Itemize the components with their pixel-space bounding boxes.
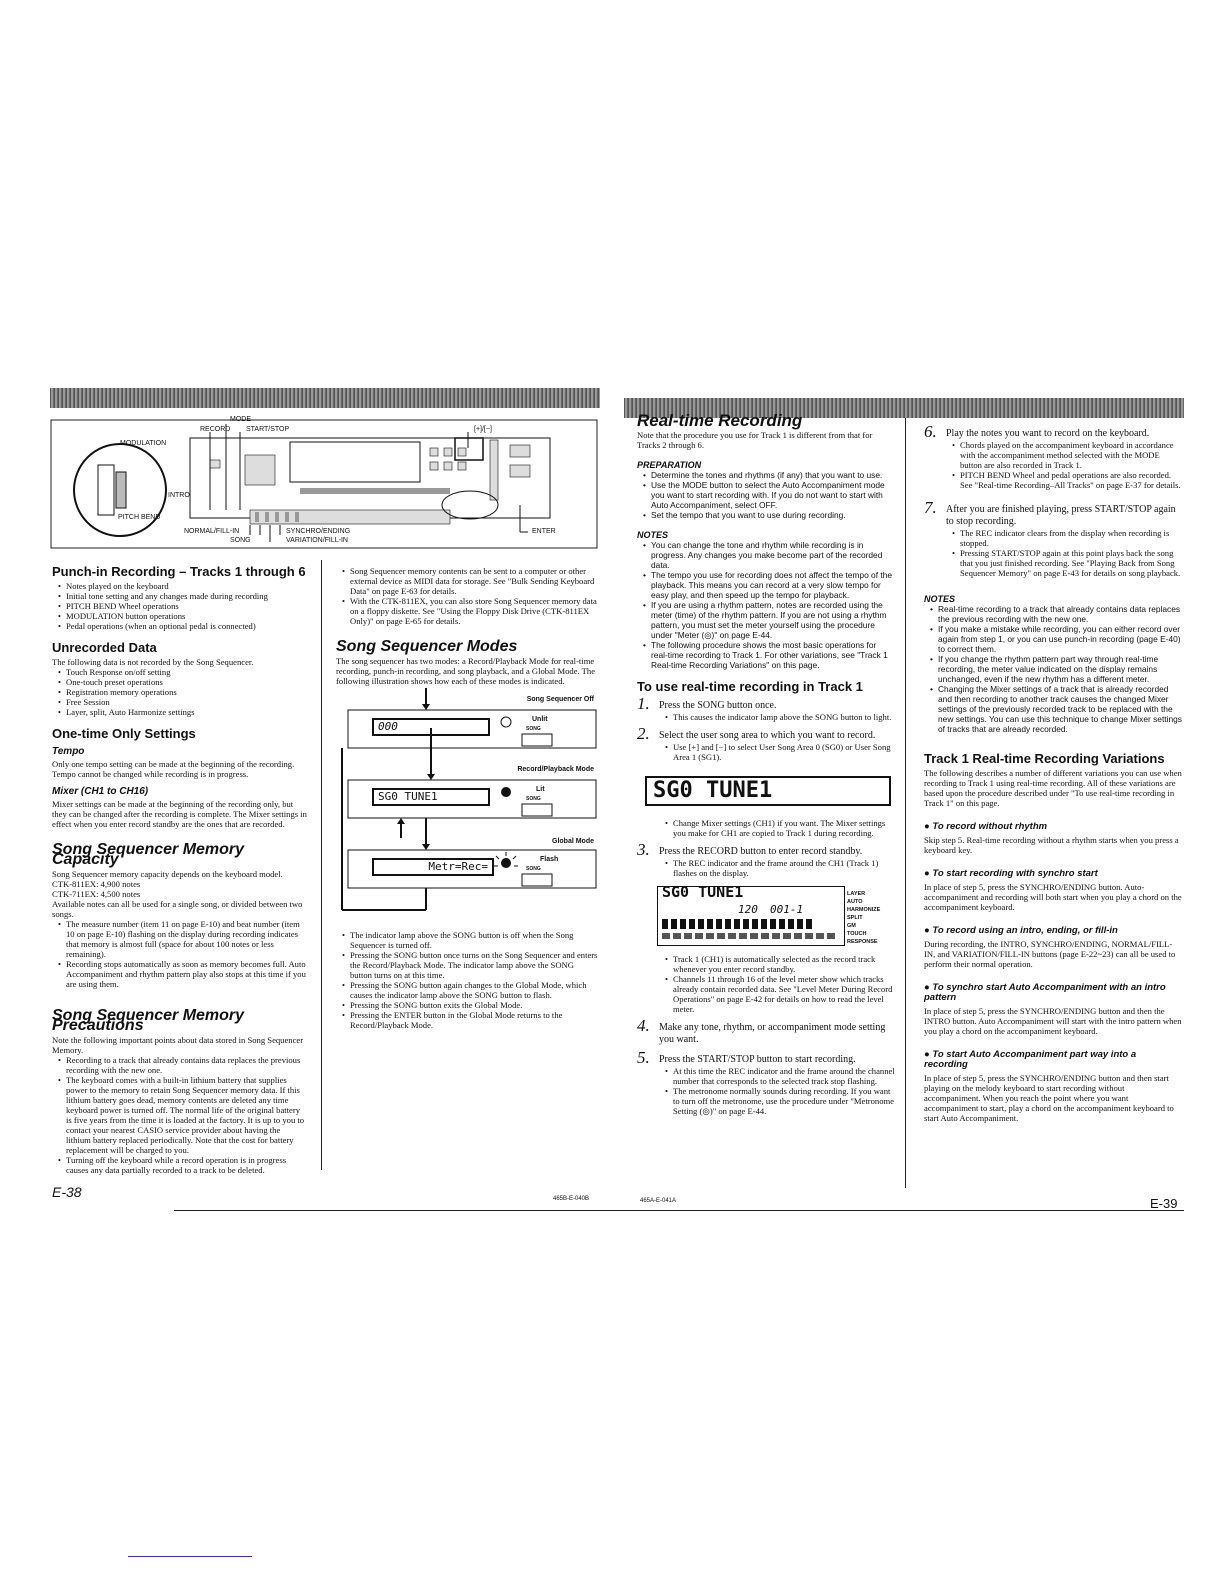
list-item: • The indicator lamp above the SONG button is off when the Song Sequencer is turned off. [344, 930, 598, 950]
step-number: 3. [637, 840, 650, 859]
global-display [372, 858, 494, 876]
rp-display-text: SG0 TUNE1 [378, 790, 438, 803]
list-item: • The metronome normally sounds during recording. If you want to turn off the metronome, use the procedure under "Metronome Setting (◎)" on page E-44. [667, 1086, 895, 1116]
step-4 [637, 1016, 895, 1046]
step-2 [637, 724, 895, 762]
list-item: • This causes the indicator lamp above the SONG button to light. [667, 712, 895, 722]
list-item: • One-touch preset operations [60, 677, 307, 687]
prep-list [637, 470, 895, 520]
list-item: • Set the tempo that you want to use during recording. [645, 510, 895, 520]
list-item: • Channels 11 through 16 of the level meter show which tracks already contain recorded data. See "Level Meter During Record Operations" on page E-42 for details on how to read the level meter. [667, 974, 895, 1014]
label-song: SONG [230, 537, 251, 544]
step3-list [637, 954, 895, 1014]
list-item: • The tempo you use for recording does not affect the tempo of the playback. This means you can record at a very slow tempo for easy play, and then speed up the tempo for playback. [645, 570, 895, 600]
list-item: • Pressing the SONG button exits the Global Mode. [344, 1000, 598, 1010]
step-number: 4. [637, 1016, 650, 1035]
variation-text: During recording, the INTRO, SYNCHRO/ENDING, NORMAL/FILL-IN, and VARIATION/FILL-IN buttons (page E-22~23) can all be used to perform their normal operation. [924, 939, 1176, 969]
keyboard-diagram [50, 410, 598, 550]
onetime-title: One-time Only Settings [52, 726, 196, 741]
list-item: • The measure number (item 11 on page E-10) and beat number (item 10 on page E-10) flashing on the display during recording indicates that memory is almost full (space for about 100 notes or less remaining). [60, 919, 307, 959]
mixer-title: Mixer (CH1 to CH16) [52, 786, 149, 797]
column-divider [321, 560, 322, 1170]
lcd-big-display [645, 776, 891, 806]
list-item: • Turning off the keyboard while a record operation is in progress causes any data partially recorded to a track to be deleted. [60, 1155, 307, 1175]
list-item: • Touch Response on/off setting [60, 667, 307, 677]
variation-title-text: To start recording with synchro start [932, 868, 1098, 879]
tempo-text: Only one tempo setting can be made at the beginning of the recording. Tempo cannot be changed while recording is in progress. [52, 759, 295, 779]
variation-title: ● To start recording with synchro start [924, 868, 1098, 879]
column-divider [905, 418, 906, 1188]
precautions-intro: Note the following important points about data stored in Song Sequencer Memory. [52, 1035, 304, 1055]
track1-title: To use real-time recording in Track 1 [637, 679, 863, 694]
step-6 [924, 422, 1182, 490]
bottom-rule [174, 1210, 1184, 1211]
modes-notes [336, 930, 598, 1030]
variation-text: In place of step 5, press the SYNCHRO/ENDING button and then the INTRO button. Auto Accompaniment will start with the intro pattern when you play a chord on the accompaniment keyboard. [924, 1006, 1182, 1036]
list-item: • At this time the REC indicator and the frame around the channel number that corresponds to the selected track stop flashing. [667, 1066, 895, 1086]
modes-list [336, 930, 598, 1030]
list-item: • PITCH BEND Wheel operations [60, 601, 307, 611]
list-item: • Pressing the SONG button again changes to the Global Mode, which causes the indicator lamp above the SONG button to flash. [344, 980, 598, 1000]
capacity-line: Available notes can all be used for a single song, or divided between two songs. [52, 899, 303, 919]
list-item: • Use the MODE button to select the Auto Accompaniment mode you want to start recording with. If you do not want to start with Auto Accompaniment, select OFF. [645, 480, 895, 510]
variation-title-text: To record without rhythm [932, 821, 1048, 832]
step-list [946, 528, 1182, 578]
list-item: • Pedal operations (when an optional pedal is connected) [60, 621, 307, 631]
modes-diagram [336, 688, 598, 913]
punchin-list [52, 581, 307, 631]
prep-title: PREPARATION [637, 460, 702, 470]
step-text: Press the START/STOP button to start recording. [659, 1054, 856, 1065]
list-item: • The REC indicator and the frame around the CH1 (Track 1) flashes on the display. [667, 858, 895, 878]
list-item: • The REC indicator clears from the display when recording is stopped. [954, 528, 1182, 548]
step-list [659, 858, 895, 878]
variation-text: Skip step 5. Real-time recording without a rhythm starts when you press a keyboard key. [924, 835, 1179, 855]
list-item: • Registration memory operations [60, 687, 307, 697]
step-text: After you are finished playing, press START/STOP again to stop recording. [946, 504, 1176, 527]
right-column-1 [637, 412, 895, 1116]
label-record: RECORD [200, 426, 231, 433]
variation-title: ● To record using an intro, ending, or fill-in [924, 925, 1118, 936]
step-list [946, 440, 1182, 490]
lcd-big-text: SG0 TUNE1 [653, 778, 773, 803]
variation-title: ● To record without rhythm [924, 821, 1048, 832]
step-number: 6. [924, 422, 937, 441]
list-item: • Initial tone setting and any changes made during recording [60, 591, 307, 601]
notes-title: NOTES [924, 594, 956, 604]
unrecorded-intro: The following data is not recorded by the Song Sequencer. [52, 657, 254, 667]
capacity-title: Song Sequencer Memory Capacity [52, 841, 245, 868]
step-text: Select the user song area to which you want to record. [659, 730, 876, 741]
capacity-line: Song Sequencer memory capacity depends on the keyboard model. [52, 869, 283, 879]
step-1 [637, 694, 895, 722]
rp-label: Record/Playback Mode [517, 766, 594, 773]
list-item: • The keyboard comes with a built-in lithium battery that supplies power to the memory to retain Song Sequencer memory data. If this lithium battery goes dead, memory contents are deleted any time keyboard power is turned off. The normal life of the original battery is five years from the time it is loaded at the factory. It is up to you to contact your nearest CASIO service provider about having the lithium battery replaced periodically. Note that the cost for battery replacement will be charged to you. [60, 1075, 307, 1155]
label-mode: MODE [230, 416, 251, 423]
list-item: • Song Sequencer memory contents can be sent to a computer or other external device as MIDI data for storage. See "Bulk Sending Keyboard Data" on page E-63 for details. [344, 566, 598, 596]
step-text: Press the SONG button once. [659, 700, 777, 711]
realtime-title: Real-time Recording [637, 411, 803, 430]
step-text: Play the notes you want to record on the keyboard. [946, 428, 1150, 439]
lcd2-label: SPLIT [847, 915, 863, 921]
unrecorded-list [52, 667, 307, 717]
step-number: 7. [924, 498, 937, 517]
label-intro: INTRO [168, 492, 190, 499]
off-display [372, 718, 490, 736]
unrecorded-title: Unrecorded Data [52, 640, 157, 655]
link-rule [128, 1556, 252, 1557]
list-item: • Pressing the ENTER button in the Global Mode returns to the Record/Playback Mode. [344, 1010, 598, 1030]
list-item: • If you make a mistake while recording, you can either record over again from step 1, or you can use punch-in recording (page E-40) to correct them. [932, 624, 1182, 654]
list-item: • Notes played on the keyboard [60, 581, 307, 591]
channel-row [662, 933, 838, 939]
footer-code-left: 465B-E-040B [553, 1196, 590, 1202]
label-normal-fill-in: NORMAL/FILL-IN [184, 528, 240, 535]
list-item: • Chords played on the accompaniment keyboard in accordance with the accompaniment method selected with the MODE button are also recorded in Track 1. [954, 440, 1182, 470]
step-text: Press the RECORD button to enter record standby. [659, 846, 863, 857]
variation-text: In place of step 5, press the SYNCHRO/ENDING button and then start playing on the melody keyboard to start recording without accompaniment. When you reach the point where you want accompaniment to start, play a chord on the accompaniment keyboard to start Auto Accompaniment. [924, 1073, 1174, 1123]
step2-extra [637, 818, 895, 838]
song-label: SONG [526, 866, 541, 872]
right-column-2 [924, 420, 1182, 1123]
label-pitch-bend: PITCH BEND [118, 514, 161, 521]
modes-text: The song sequencer has two modes: a Record/Playback Mode for real-time recording, punch-in recording, and song playback, and a Global Mode. The following illustration shows how each of these modes is indicated. [336, 656, 596, 686]
label-synchro-ending: SYNCHRO/ENDING [286, 528, 351, 535]
list-item: • Recording stops automatically as soon as memory becomes full. Auto Accompaniment and rhythm pattern play also stops at this time if you are using them. [60, 959, 307, 989]
variations-title: Track 1 Real-time Recording Variations [924, 751, 1165, 766]
list-item: • Changing the Mixer settings of a track that is already recorded and then recording to another track causes the changed Mixer settings of the previously recorded track to be replaced with the new settings. You can use this technique to change Mixer settings of tracks that are already recorded. [932, 684, 1182, 734]
lit-label: Lit [536, 786, 545, 793]
song-label: SONG [526, 796, 541, 802]
variation-title: ● To synchro start Auto Accompaniment with an intro pattern [924, 982, 1166, 1003]
step-7 [924, 498, 1182, 578]
notes-title: NOTES [637, 530, 669, 540]
lcd2-measure: 001-1 [770, 903, 804, 916]
punchin-title: Punch-in Recording – Tracks 1 through 6 [52, 564, 306, 579]
lcd2-label: LAYER [847, 891, 866, 897]
list-item: • MODULATION button operations [60, 611, 307, 621]
list-item: • Pressing the SONG button once turns on the Song Sequencer and enters the Record/Playback Mode. The indicator lamp above the SONG button turns on at this time. [344, 950, 598, 980]
left-column-1 [52, 555, 307, 1175]
lcd2-label: TOUCH RESPONSE [847, 931, 878, 945]
list-item: • Recording to a track that already contains data replaces the previous recording with the new one. [60, 1055, 307, 1075]
list-item: • Track 1 (CH1) is automatically selected as the record track whenever you enter record standby. [667, 954, 895, 974]
global-display-text: Metr=Rec= [428, 860, 488, 873]
page-number-right: E-39 [1150, 1196, 1178, 1211]
variation-title-text: To synchro start Auto Accompaniment with an intro pattern [924, 982, 1166, 1003]
list-item: • Pressing START/STOP again at this point plays back the song that you just finished recording. See "Playing Back from Song Sequencer Memory" on page E-43 for details on song playback. [954, 548, 1182, 578]
footer-code-right: 465A-E-041A [640, 1198, 677, 1204]
lcd2-frame [657, 883, 845, 946]
global-label: Global Mode [552, 838, 594, 845]
modes-title: Song Sequencer Modes [336, 638, 518, 655]
list-item: • Real-time recording to a track that already contains data replaces the previous recording with the new one. [932, 604, 1182, 624]
lcd2-labels [847, 890, 887, 946]
label-variation-fill-in: VARIATION/FILL-IN [286, 537, 348, 544]
list-item: • If you change the rhythm pattern part way through real-time recording, the meter value indicated on the display remains unchanged, even if the new rhythm has a different meter. [932, 654, 1182, 684]
list-item: • If you are using a rhythm pattern, notes are recorded using the meter (time) of the rhythm pattern. If you are not using a rhythm pattern, you must set the meter yourself using the procedure under "Meter (◎)" on page E-44. [645, 600, 895, 640]
off-label: Song Sequencer Off [526, 696, 594, 703]
list-item: • Determine the tones and rhythms (if any) that you want to use. [645, 470, 895, 480]
lcd2-label: AUTO HARMONIZE [847, 899, 881, 913]
list-item: • PITCH BEND Wheel and pedal operations are also recorded. See "Real-time Recording–All Tracks" on page E-37 for details. [954, 470, 1182, 490]
list-item: • Change Mixer settings (CH1) if you want. The Mixer settings you make for CH1 are copied to Track 1 during recording. [667, 818, 895, 838]
flash-label: Flash [540, 856, 559, 863]
label-modulation: MODULATION [120, 440, 167, 447]
unlit-label: Unlit [532, 716, 548, 723]
list-item: • Use [+] and [−] to select User Song Area 0 (SG0) or User Song Area 1 (SG1). [667, 742, 895, 762]
list-item: • With the CTK-811EX, you can also store Song Sequencer memory data on a floppy diskette. See "Using the Floppy Disk Drive (CTK-811EX Only)" on page E-65 for details. [344, 596, 598, 626]
step-number: 2. [637, 724, 650, 743]
precautions-list [52, 1055, 307, 1175]
rp-display [372, 788, 490, 806]
capacity-list [52, 919, 307, 989]
capacity-line: CTK-711EX: 4,500 notes [52, 889, 141, 899]
notes-list [637, 540, 895, 670]
song-label: SONG [526, 726, 541, 732]
step-5 [637, 1048, 895, 1116]
lcd2-line1: SG0 TUNE1 [662, 883, 744, 901]
precautions-title: Song Sequencer Memory Precautions [52, 1007, 245, 1034]
variation-title-text: To start Auto Accompaniment part way into a recording [924, 1049, 1137, 1070]
lcd2-tempo: 120 [738, 903, 758, 916]
list-item: • The following procedure shows the most basic operations for real-time recording to Track 1. For other variations, see "Track 1 Real-time Recording Variations" on this page. [645, 640, 895, 670]
label-start-stop: START/STOP [246, 426, 290, 433]
mid-list [336, 566, 598, 626]
list-item: • Layer, split, Auto Harmonize settings [60, 707, 307, 717]
variation-text: In place of step 5, press the SYNCHRO/ENDING button. Auto-accompaniment and recording will both start when you play a chord on the accompaniment keyboard. [924, 882, 1182, 912]
header-band-left [50, 388, 600, 408]
step-number: 1. [637, 694, 650, 713]
tempo-title: Tempo [52, 746, 85, 757]
lcd2-display [657, 883, 887, 946]
realtime-intro: Note that the procedure you use for Track 1 is different from that for Tracks 2 through 6. [637, 430, 873, 450]
variation-title: ● To start Auto Accompaniment part way into a recording [924, 1049, 1137, 1070]
step-3 [637, 840, 895, 878]
notes-list [924, 604, 1182, 734]
page-number-left: E-38 [52, 1184, 82, 1200]
off-display-text: 000 [378, 720, 398, 733]
variations-intro: The following describes a number of different variations you can use when recording to Track 1 using real-time recording. All of these variations are based upon the procedure described under "To use real-time recording in Track 1" on this page. [924, 768, 1182, 808]
capacity-line: CTK-811EX: 4,900 notes [52, 879, 141, 889]
left-column-2 [336, 566, 598, 686]
lcd2-label: GM [847, 923, 856, 929]
level-meter [662, 919, 812, 929]
step-list [659, 742, 895, 762]
list-item: • You can change the tone and rhythm while recording is in progress. Any changes you make become part of the recorded data. [645, 540, 895, 570]
step-list [659, 1066, 895, 1116]
list-item: • Free Session [60, 697, 307, 707]
step-text: Make any tone, rhythm, or accompaniment mode setting you want. [659, 1022, 886, 1045]
label-plus-minus: [+]/[−] [474, 426, 492, 433]
label-enter: ENTER [532, 528, 556, 535]
step-list [659, 712, 895, 722]
mixer-text: Mixer settings can be made at the beginning of the recording only, but they can be changed after the recording is complete. The Mixer settings in effect when you enter record standby are the ones that are recorded. [52, 799, 307, 829]
variation-title-text: To record using an intro, ending, or fill-in [932, 925, 1118, 936]
step-number: 5. [637, 1048, 650, 1067]
